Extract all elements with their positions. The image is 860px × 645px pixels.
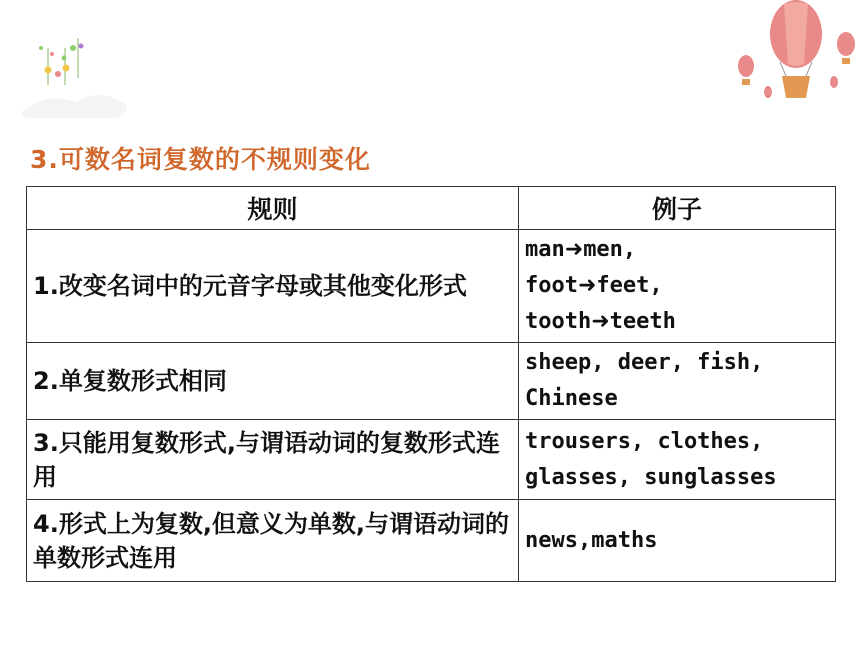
example-line: foot➜feet,	[525, 273, 663, 298]
example-cell	[519, 343, 836, 420]
example-line: trousers, clothes,	[525, 428, 764, 454]
arrow-icon: ➜	[591, 309, 610, 334]
example-cell	[519, 500, 836, 582]
table-row	[27, 420, 836, 500]
hot-air-balloon-icon	[728, 0, 860, 110]
page-title: 3.可数名词复数的不规则变化	[30, 145, 371, 174]
table-row	[27, 500, 836, 582]
arrow-icon: ➜	[577, 273, 597, 298]
table-header-row	[27, 187, 836, 230]
table-row	[27, 343, 836, 420]
flower-sprig-icon	[18, 30, 138, 125]
header-rule: 规则	[27, 187, 519, 230]
rule-cell: 4.形式上为复数,但意义为单数,与谓语动词的单数形式连用	[27, 500, 519, 582]
example-cell	[519, 230, 836, 343]
header-example: 例子	[519, 187, 836, 230]
example-line: glasses, sunglasses	[525, 464, 777, 490]
example-line: Chinese	[525, 386, 618, 411]
arrow-icon: ➜	[564, 237, 584, 262]
rule-cell: 1.改变名词中的元音字母或其他变化形式	[27, 230, 519, 343]
example-line: tooth➜teeth	[525, 309, 676, 334]
example-cell	[519, 420, 836, 500]
table-row	[27, 230, 836, 343]
rule-cell: 3.只能用复数形式,与谓语动词的复数形式连用	[27, 420, 519, 500]
example-line: sheep, deer, fish,	[525, 350, 764, 375]
example-line: man➜men,	[525, 237, 637, 262]
example-line: news,maths	[525, 527, 658, 553]
rules-table	[26, 186, 836, 582]
rule-cell: 2.单复数形式相同	[27, 343, 519, 420]
